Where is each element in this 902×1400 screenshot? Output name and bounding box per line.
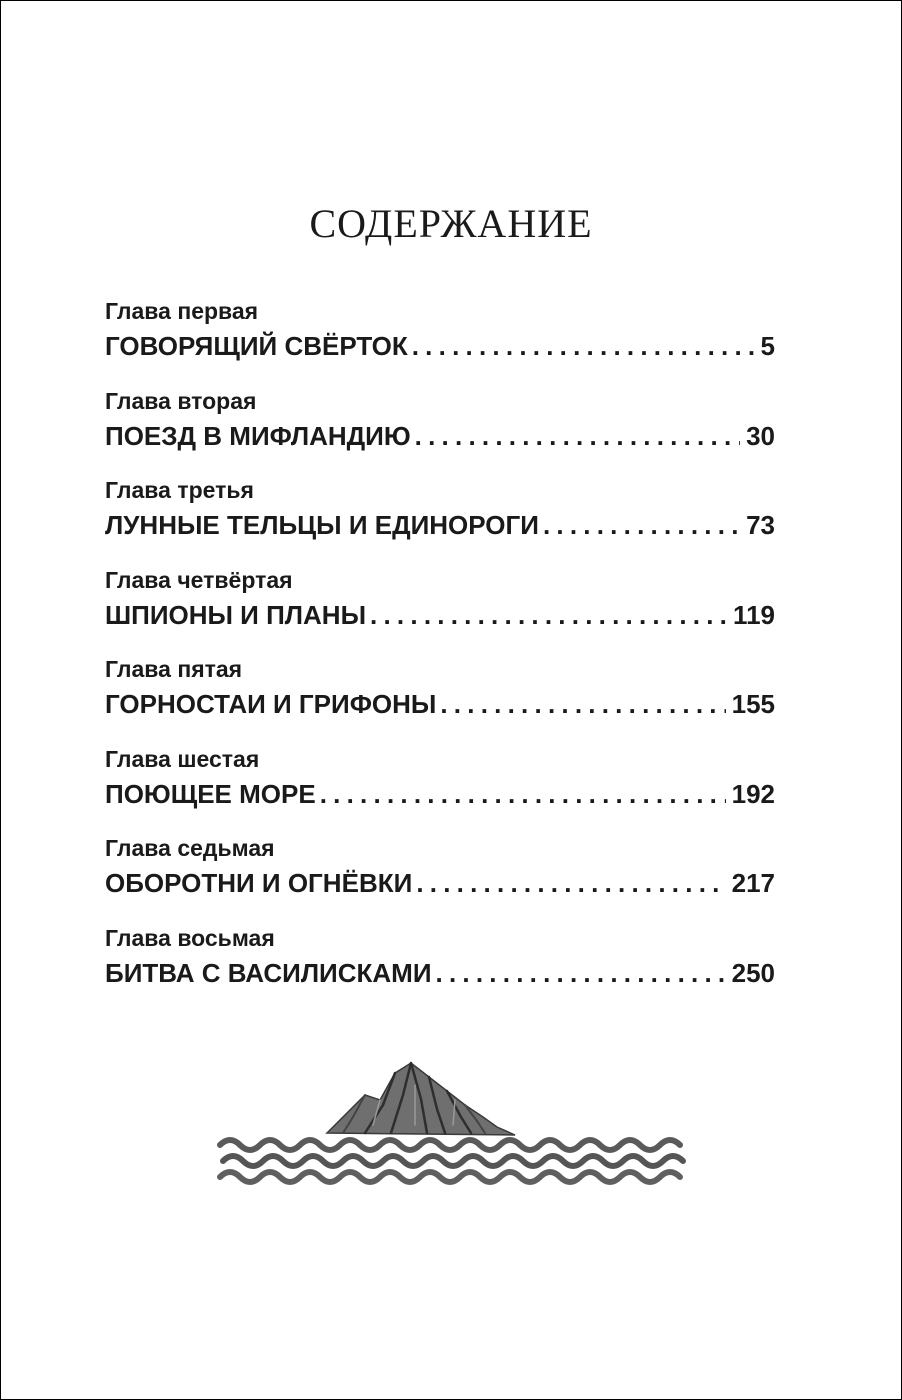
chapter-label: Глава седьмая <box>105 835 275 861</box>
chapter-label: Глава пятая <box>105 656 243 682</box>
chapter-title: ШПИОНЫ И ПЛАНЫ <box>105 599 367 630</box>
chapter-label: Глава восьмая <box>105 924 275 951</box>
chapter-title: ОБОРОТНИ И ОГНЁВКИ <box>105 868 413 898</box>
chapter-label: Глава третья <box>105 477 254 503</box>
page-number: 30 <box>746 420 775 451</box>
dot-leader <box>543 505 740 545</box>
chapter-line <box>105 416 775 456</box>
dot-leader <box>416 863 725 903</box>
toc-entry-4[interactable] <box>105 565 775 655</box>
dot-leader <box>320 774 726 814</box>
page-number: 119 <box>733 599 775 630</box>
toc-entry-7[interactable] <box>105 833 775 923</box>
dot-leader <box>370 595 727 635</box>
toc-entry-5[interactable] <box>105 654 775 744</box>
chapter-line <box>105 505 775 545</box>
chapter-title: ГОРНОСТАИ И ГРИФОНЫ <box>105 689 437 719</box>
page-title: СОДЕРЖАНИЕ <box>309 201 593 246</box>
chapter-title: БИТВА С ВАСИЛИСКАМИ <box>105 957 432 988</box>
dot-leader <box>440 684 725 724</box>
chapter-label: Глава вторая <box>105 387 257 414</box>
toc-entry-3[interactable] <box>105 475 775 565</box>
chapter-label: Глава четвёртая <box>105 566 293 593</box>
table-of-contents <box>105 296 775 1012</box>
chapter-line <box>105 953 775 993</box>
chapter-title: ПОЕЗД В МИФЛАНДИЮ <box>105 420 411 451</box>
mountain-sea-icon <box>215 1055 695 1195</box>
chapter-line <box>105 774 775 814</box>
page-number: 155 <box>731 689 775 719</box>
page-number: 192 <box>731 778 775 809</box>
page-number: 73 <box>746 510 775 540</box>
page-number: 5 <box>760 331 775 361</box>
chapter-label: Глава первая <box>105 298 259 324</box>
dot-leader <box>412 326 755 366</box>
dot-leader <box>436 953 726 993</box>
toc-entry-8[interactable] <box>105 923 775 1013</box>
toc-entry-1[interactable] <box>105 296 775 386</box>
chapter-label: Глава шестая <box>105 745 260 772</box>
chapter-title: ПОЮЩЕЕ МОРЕ <box>105 778 316 809</box>
chapter-line <box>105 326 775 366</box>
chapter-title: ЛУННЫЕ ТЕЛЬЦЫ И ЕДИНОРОГИ <box>105 510 539 540</box>
toc-entry-6[interactable] <box>105 744 775 834</box>
page-number: 250 <box>731 957 775 988</box>
page-number: 217 <box>731 868 775 898</box>
dot-leader <box>415 416 740 456</box>
toc-entry-2[interactable] <box>105 386 775 476</box>
chapter-title: ГОВОРЯЩИЙ СВЁРТОК <box>105 331 408 361</box>
chapter-line <box>105 863 775 903</box>
chapter-line <box>105 684 775 724</box>
chapter-line <box>105 595 775 635</box>
